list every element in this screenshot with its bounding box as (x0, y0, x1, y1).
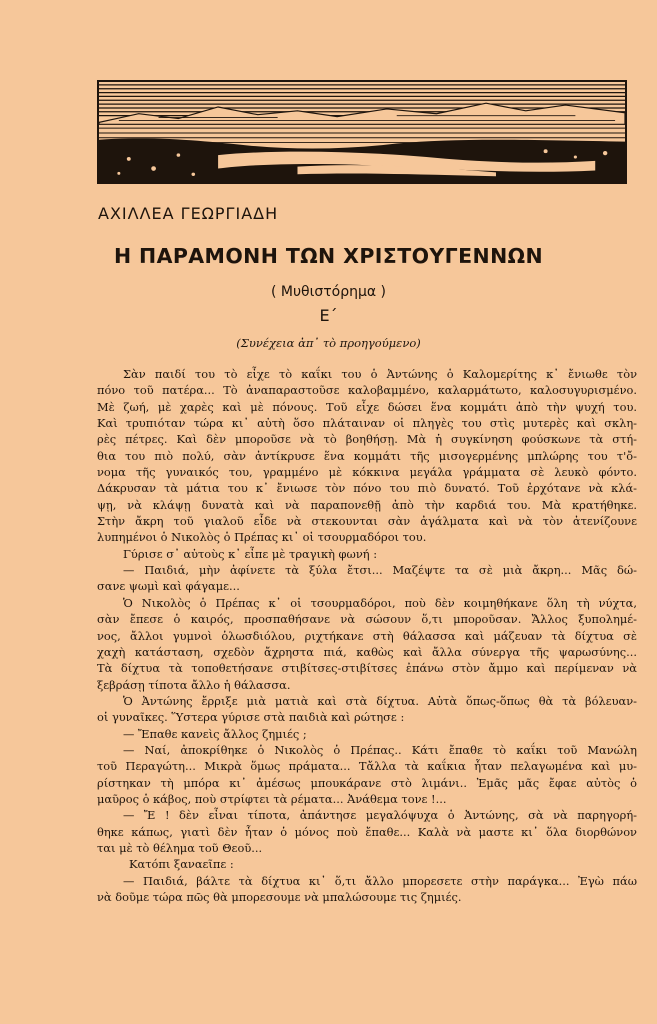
text-line: Ὁ Ἀντώνης ἔρριξε μιὰ ματιὰ καὶ στὰ δίχτυα. Αὐτὰ ὅπως-ὅπως θὰ τὰ βόλευαν- (123, 693, 637, 708)
chapter-number: Ε΄ (319, 306, 338, 325)
text-line: — Παιδιά, μὴν ἀφίνετε τὰ ξύλα ἔτσι... Μαζέψτε τα σὲ μιὰ ἄκρη... Μᾶς δώ- (123, 563, 637, 578)
genre-subtitle: ( Μυθιστόρημα ) (270, 284, 387, 300)
text-line: ξεβράσῃ τίποτα ἄλλο ἡ θάλασσα. (97, 677, 291, 692)
text-line: νος, ἄλλοι γυμνοὶ ὁλωσδιόλου, ριχτήκανε στὴ θάλασσα καὶ μάζευαν τὰ δίχτυα σὲ (97, 628, 637, 643)
text-line: οἱ γυναῖκες. Ὕστερα γύρισε στὰ παιδιὰ καὶ ρώτησε : (97, 710, 405, 725)
text-line: Τὰ δίχτυα τὰ τοποθετήσανε στιβίτσες-στιβίτσες ἐπάνω στὸν ἄμμο καὶ περίμεναν νὰ (97, 661, 637, 676)
story-title: Η ΠΑΡΑΜΟΝΗ ΤΩΝ ΧΡΙΣΤΟΥΓΕΝΝΩΝ (113, 244, 544, 268)
text-line: πόνο τοῦ πατέρα... Τὸ ἀναπαραστοῦσε καλοβαμμένο, καλαρμάτωτο, καλοσυγυρισμένο. (97, 383, 637, 398)
text-line: Στὴν ἄκρη τοῦ γιαλοῦ εἶδε νὰ στεκουνται σὰν ἀγάλματα καὶ νὰ τὸν ἀτενίζουνε (97, 514, 637, 529)
decorative-seascape-header (97, 80, 627, 184)
text-line: Καὶ τρυπιόταν τώρα κι᾽ αὐτὴ ὅσο πλάταιναν οἱ πληγὲς του στὶς μυτερὲς καὶ σκλη- (97, 416, 637, 431)
text-line: σὰν ἔπεσε ὁ καιρός, προσπαθήσανε νὰ σώσουν ὅ,τι μποροῦσαν. Ἄλλος ξυπολημέ- (97, 612, 637, 627)
text-line: — Ναί, ἀποκρίθηκε ὁ Νικολὸς ὁ Πρέπας.. Κάτι ἔπαθε τὸ καΐκι τοῦ Μανώλη (123, 742, 637, 757)
story-body (97, 366, 637, 905)
text-line: θηκε κάπως, γιατὶ δὲν ἦταν ὁ μόνος ποὺ ἔπαθε... Καλὰ νὰ μαστε κι᾽ ὅλα διορθώνον (97, 824, 637, 839)
text-line: — Ἔ ! δὲν εἶναι τίποτα, ἀπάντησε μεγαλόψυχα ὁ Ἀντώνης, σὰ νὰ παρηγορή- (123, 808, 637, 823)
author-name: ΑΧΙΛΛΕΑ ΓΕΩΡΓΙΑΔΗ (98, 204, 279, 223)
continuation-note: (Συνέχεια ἀπ᾽ τὸ προηγούμενο) (236, 336, 421, 350)
text-line: ρὲς πέτρες. Καὶ δὲν μποροῦσε νὰ τὸ βοηθήσῃ. Μὰ ἡ συγκίνηση φούσκωνε τὰ στή- (97, 432, 637, 447)
text-line: τοῦ Περαγώτη... Μικρὰ ὅμως πράματα... Τἄλλα τὰ καΐκια ἦταν πελαγωμένα καὶ μυ- (97, 759, 637, 774)
text-line: Δάκρυσαν τὰ μάτια του κ᾽ ἔνιωσε τὸν πόνο του πιὸ δυνατό. Τοῦ ἐρχότανε νὰ κλά- (97, 481, 637, 496)
text-line: μαῦρος ὁ κάβος, ποὺ στρίφτει τὰ ρέματα... Ἀνάθεμα τονε !... (97, 791, 447, 806)
text-line: θια του πιὸ πολύ, σὰν ἀντίκρυσε ἕνα κομμάτι τῆς μισογερμένης μπλώρης του τ'ὄ- (97, 448, 637, 463)
text-line: λυπημένοι ὁ Νικολὸς ὁ Πρέπας κι᾽ οἱ τσουρμαδόροι του. (97, 530, 427, 545)
text-line: Ὁ Νικολὸς ὁ Πρέπας κ᾽ οἱ τσουρμαδόροι, ποὺ δὲν κοιμηθήκανε ὅλη τὴ νύχτα, (123, 595, 637, 610)
text-line: νομα τῆς γυναικός του, γραμμένο μὲ κόκκινα μεγάλα γράμματα σὲ λευκὸ φόντο. (97, 465, 637, 480)
text-line: — Παιδιά, βάλτε τὰ δίχτυα κι᾽ ὅ,τι ἄλλο μπορεσετε στὴν παράγκα... Ἐγὼ πάω (123, 873, 637, 888)
text-line: Μὲ ζωή, μὲ χαρὲς καὶ μὲ πόνους. Τοῦ εἶχε δώσει ἕνα κομμάτι ἀπὸ τὴν ψυχή του. (97, 399, 637, 414)
text-line: ρίστηκαν τὴ μπόρα κι᾽ ἀμέσως μπουκάρανε στὸ λιμάνι.. Ἐμᾶς μᾶς ἔφαε αὐτὸς ὁ (97, 775, 637, 790)
text-line: ται μὲ τὸ θέλημα τοῦ Θεοῦ... (97, 840, 263, 855)
text-line: νὰ δοῦμε τώρα πῶς θὰ μπορεσουμε νὰ μπαλώσουμε τις ζημιές. (97, 890, 462, 904)
text-line: σανε ψωμὶ καὶ φάγαμε... (97, 579, 240, 594)
text-line: ψῃ, νὰ κλάψῃ δυνατὰ καὶ νὰ παραπονεθῇ ἀπὸ τὴν καρδιά του. Μὰ κρατήθηκε. (97, 497, 637, 512)
text-line: Κατόπι ξαναεῖπε : (129, 857, 234, 872)
text-line: Σὰν παιδί του τὸ εἶχε τὸ καΐκι του ὁ Ἀντώνης ὁ Καλομερίτης κ᾽ ἔνιωθε τὸν (123, 367, 637, 381)
text-line: χαχὴ κατάσταση, σχεδὸν ἄχρηστα πιά, καθὼς καὶ ἄλλα σύνεργα τῆς ψαρωσύνης... (97, 644, 637, 659)
text-line: — Ἔπαθε κανεὶς ἄλλος ζημιές ; (123, 726, 307, 741)
seascape-illustration (99, 82, 625, 182)
text-line: Γύρισε σ᾽ αὐτοὺς κ᾽ εἶπε μὲ τραγικὴ φωνή : (123, 546, 378, 561)
